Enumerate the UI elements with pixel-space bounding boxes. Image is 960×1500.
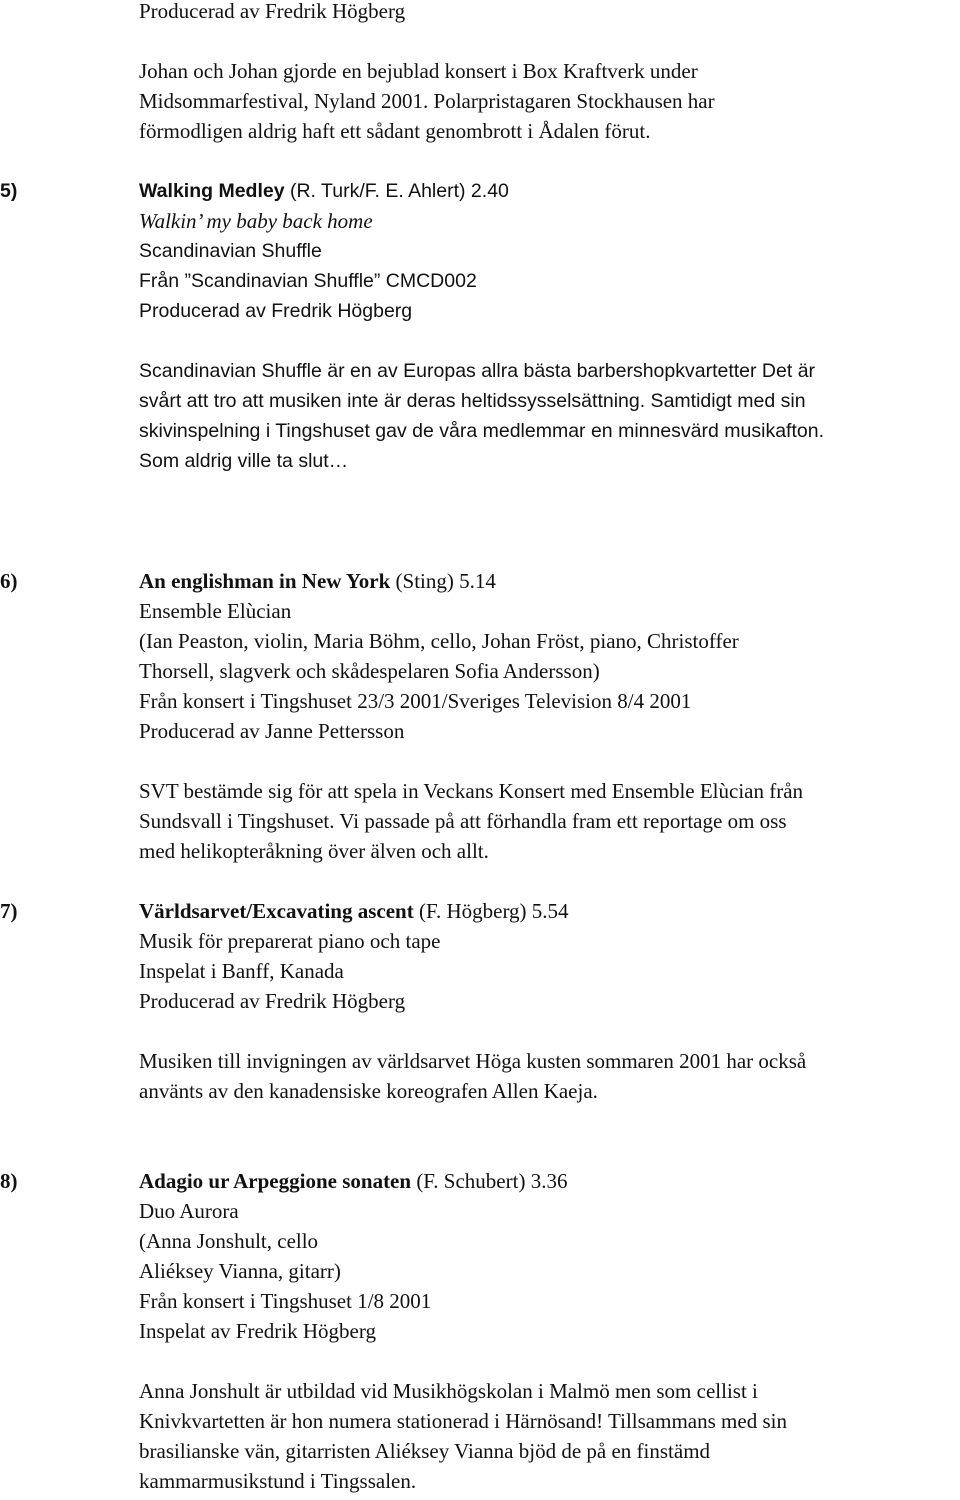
description-line: använts av den kanadensiske koreografen Allen Kaeja. — [139, 1079, 598, 1103]
track-credits: (Sting) 5.14 — [390, 569, 496, 593]
description-line: Sundsvall i Tingshuset. Vi passade på att förhandla fram ett reportage om oss — [139, 809, 787, 833]
description-line: förmodligen aldrig haft ett sådant genombrott i Ådalen förut. — [139, 119, 651, 143]
description-line: brasilianske vän, gitarristen Aliéksey Vianna bjöd de på en finstämd — [139, 1439, 711, 1463]
track-subtitle: Walkin’ my baby back home — [139, 209, 373, 233]
track-title: Adagio ur Arpeggione sonaten — [139, 1169, 412, 1193]
info-line: (Anna Jonshult, cello — [139, 1229, 319, 1253]
track-number: 6) — [0, 569, 18, 593]
producer-line: Producerad av Fredrik Högberg — [139, 0, 406, 23]
track-title: Världsarvet/Excavating ascent — [139, 899, 414, 923]
track-number: 8) — [0, 1169, 18, 1193]
description-line: SVT bestämde sig för att spela in Veckans Konsert med Ensemble Elùcian från — [139, 779, 804, 803]
track-heading — [139, 1166, 567, 1196]
info-line: Aliéksey Vianna, gitarr) — [139, 1259, 341, 1283]
description-line: Johan och Johan gjorde en bejublad konsert i Box Kraftverk under — [139, 59, 698, 83]
track-number: 7) — [0, 899, 18, 923]
info-line: Duo Aurora — [139, 1199, 239, 1223]
track-credits: (F. Schubert) 3.36 — [411, 1169, 568, 1193]
info-line: Musik för preparerat piano och tape — [139, 929, 441, 953]
info-line: Ensemble Elùcian — [139, 599, 292, 623]
description-line: Anna Jonshult är utbildad vid Musikhögskolan i Malmö men som cellist i — [139, 1379, 758, 1403]
track-heading — [139, 176, 509, 206]
description-line: med helikopteråkning över älven och allt. — [139, 839, 489, 863]
info-line: Scandinavian Shuffle — [139, 240, 322, 262]
track-title: An englishman in New York — [139, 569, 391, 593]
track-heading — [139, 566, 496, 596]
info-line: Inspelat av Fredrik Högberg — [139, 1319, 376, 1343]
description-line: Knivkvartetten är hon numera stationerad i Härnösand! Tillsammans med sin — [139, 1409, 787, 1433]
track-number: 5) — [0, 180, 18, 202]
description-line: skivinspelning i Tingshuset gav de våra medlemmar en minnesvärd musikafton. — [139, 420, 824, 442]
description-line: Scandinavian Shuffle är en av Europas allra bästa barbershopkvartetter Det är — [139, 360, 816, 382]
description-line: svårt att tro att musiken inte är deras heltidssysselsättning. Samtidigt med sin — [139, 390, 806, 412]
description-line: Midsommarfestival, Nyland 2001. Polarpristagaren Stockhausen har — [139, 89, 715, 113]
info-line: Thorsell, slagverk och skådespelaren Sofia Andersson) — [139, 659, 600, 683]
info-line: Från konsert i Tingshuset 1/8 2001 — [139, 1289, 432, 1313]
info-line: Inspelat i Banff, Kanada — [139, 959, 344, 983]
info-line: Producerad av Janne Pettersson — [139, 719, 405, 743]
description-line: Musiken till invigningen av världsarvet Höga kusten sommaren 2001 har också — [139, 1049, 807, 1073]
info-line: Producerad av Fredrik Högberg — [139, 989, 406, 1013]
description-line: kammarmusikstund i Tingssalen. — [139, 1469, 417, 1493]
track-title: Walking Medley — [139, 180, 285, 202]
info-line: (Ian Peaston, violin, Maria Böhm, cello, Johan Fröst, piano, Christoffer — [139, 629, 739, 653]
track-credits: (R. Turk/F. E. Ahlert) 2.40 — [284, 180, 509, 202]
track-heading — [139, 896, 569, 926]
track-credits: (F. Högberg) 5.54 — [413, 899, 569, 923]
description-line: Som aldrig ville ta slut… — [139, 450, 349, 472]
info-line: Från konsert i Tingshuset 23/3 2001/Sveriges Television 8/4 2001 — [139, 689, 692, 713]
info-line: Producerad av Fredrik Högberg — [139, 300, 413, 322]
info-line: Från ”Scandinavian Shuffle” CMCD002 — [139, 270, 477, 292]
